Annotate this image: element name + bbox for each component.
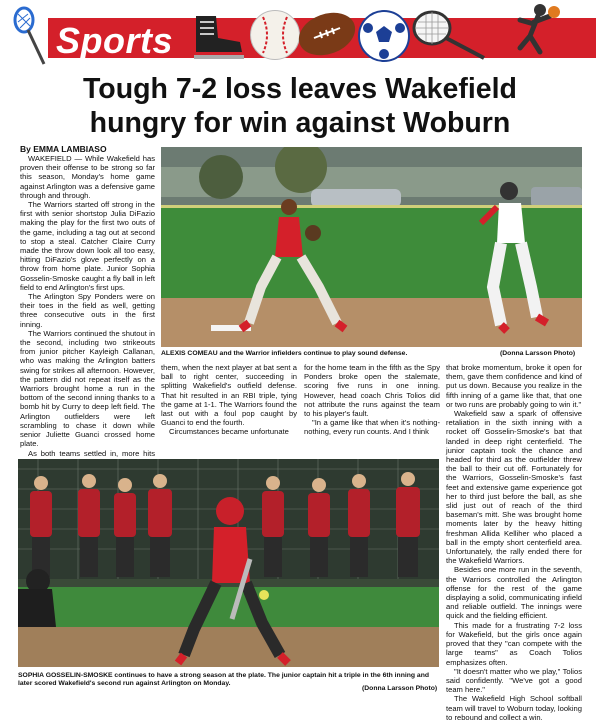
infield-photo — [161, 147, 582, 347]
paragraph: Besides one more run in the seventh, the Warriors controlled the Arlington offense for the rest of the game displaying a solid, communicating infield and reliable outfield. The innings were quick and the fielding efficient. — [446, 565, 582, 621]
article-column-4 — [446, 363, 582, 722]
paragraph: "It doesn't matter who we play," Tolios said confidently. "We've got a good team here." — [446, 666, 582, 695]
photo2-credit: (Donna Larsson Photo) — [362, 685, 438, 692]
article-column-2 — [161, 363, 297, 458]
paragraph: The Arlington Spy Ponders were on their toes in the field as well, getting three consecutive outs in the first inning. — [20, 292, 155, 329]
baseball-icon — [250, 10, 300, 60]
paragraph: for the home team in the fifth as the Spy Ponders broke open the stalemate, scoring five runs in one inning. However, head coach Chris Tolios did not attribute the runs against the team to his player's fault. — [304, 363, 440, 419]
paragraph: WAKEFIELD — While Wakefield has proven their offense to be strong so far this season, Monday's home game against Arlington was a defensive game through and through. — [20, 154, 155, 200]
paragraph: The Warriors started off strong in the first with senior shortstop Julia DiFazio making the play for the first two outs of the game, including a tag out at second to stop a steal. Catcher Claire Curry made the throw down look all too easy, hitting DiFazio's glove perfectly on a throw from home plate. Junior Sophia Gosselin-Smoske caught a fly ball in left field to end Arlington's first ups. — [20, 200, 155, 292]
sports-banner — [0, 0, 600, 68]
soccer-ball-icon — [358, 10, 410, 62]
article-column-1 — [20, 154, 155, 464]
football-icon — [296, 8, 358, 60]
paragraph: Circumstances became unfortunate — [169, 427, 289, 437]
photo1-credit: (Donna Larsson Photo) — [500, 350, 576, 357]
paragraph: This made for a frustrating 7-2 loss for Wakefield, but the girls once again proved that they "can compete with the large teams" as Coach Tolios emphasizes often. — [446, 620, 582, 667]
photo1-caption: ALEXIS COMEAU and the Warrior infielders continue to play sound defense. — [161, 350, 408, 357]
paragraph: that broke momentum, broke it open for them, gave them confidence and kind of put us down. Because you realize in the fifth inning of a game like that, that one or two runs are probably going to win it." — [446, 363, 582, 409]
paragraph: Wakefield saw a spark of offensive retaliation in the sixth inning with a rocket off Gosselin-Smoske's bat that landed in deep right centerfield. The junior captain took the chance and headed for third as the outfielder threw the ball to their cut off. Fortunately for the Warriors, Gosselin-Smoske's fast feet and extensive game experience got her to third just before the ball, as she slid just out of reach of the third baseman's mitt. She was brought home moments later by the heavy hitting freshman Allida Kelliher who placed a ball in the empty short centerfield area. Unfortunately, the rally ended there for the Wakefield Warriors. — [446, 409, 582, 566]
paragraph: "In a game like that when it's nothing-nothing, every run counts. And I think — [304, 418, 440, 437]
ice-skate-icon — [190, 8, 246, 62]
byline: By EMMA LAMBIASO — [20, 144, 107, 154]
headline — [0, 72, 600, 140]
lacrosse-stick-icon — [10, 6, 50, 66]
headline-line-1: Tough 7-2 loss leaves Wakefield — [83, 73, 517, 105]
section-title: Sports — [56, 20, 174, 61]
photo2-caption: SOPHIA GOSSELIN-SMOSKE continues to have a strong season at the plate. The junior captain hit a triple in the 6th inning and later scored Wakefield's second run against Arlington on Monday. — [18, 672, 430, 688]
paragraph: As both teams settled in, more hits — [28, 448, 155, 458]
paragraph: them, when the next player at bat sent a ball to right center, succeeding in splitting Wakefield's outfield defense. That hit resulted in an RBI triple, tying the game at 1-1. The Warriors found the last out with a foul pop caught by Guanci to end the fourth. — [161, 363, 297, 428]
headline-line-2: hungry for win against Woburn — [89, 107, 511, 139]
tennis-racket-icon — [408, 6, 488, 62]
paragraph: The Warriors continued the shutout in the second, including two strikeouts from junior pitcher Kayleigh Callanan, who was making the Arlington batters swing for strikes all afternoon. However, the pattern did not repeat itself as the Warriors brought home a run in the bottom of the second inning thanks to a bomb hit by Curry to deep left field. The Arlington outfielders were left scrambling to chase it down while senior Juliette Guanci crossed home plate. — [20, 328, 155, 449]
paragraph: The Wakefield High School softball team will travel to Woburn today, looking to rebound and collect a win. — [446, 694, 582, 722]
basketball-player-icon — [500, 2, 562, 66]
batter-photo — [18, 459, 439, 667]
article-column-3 — [304, 363, 440, 458]
